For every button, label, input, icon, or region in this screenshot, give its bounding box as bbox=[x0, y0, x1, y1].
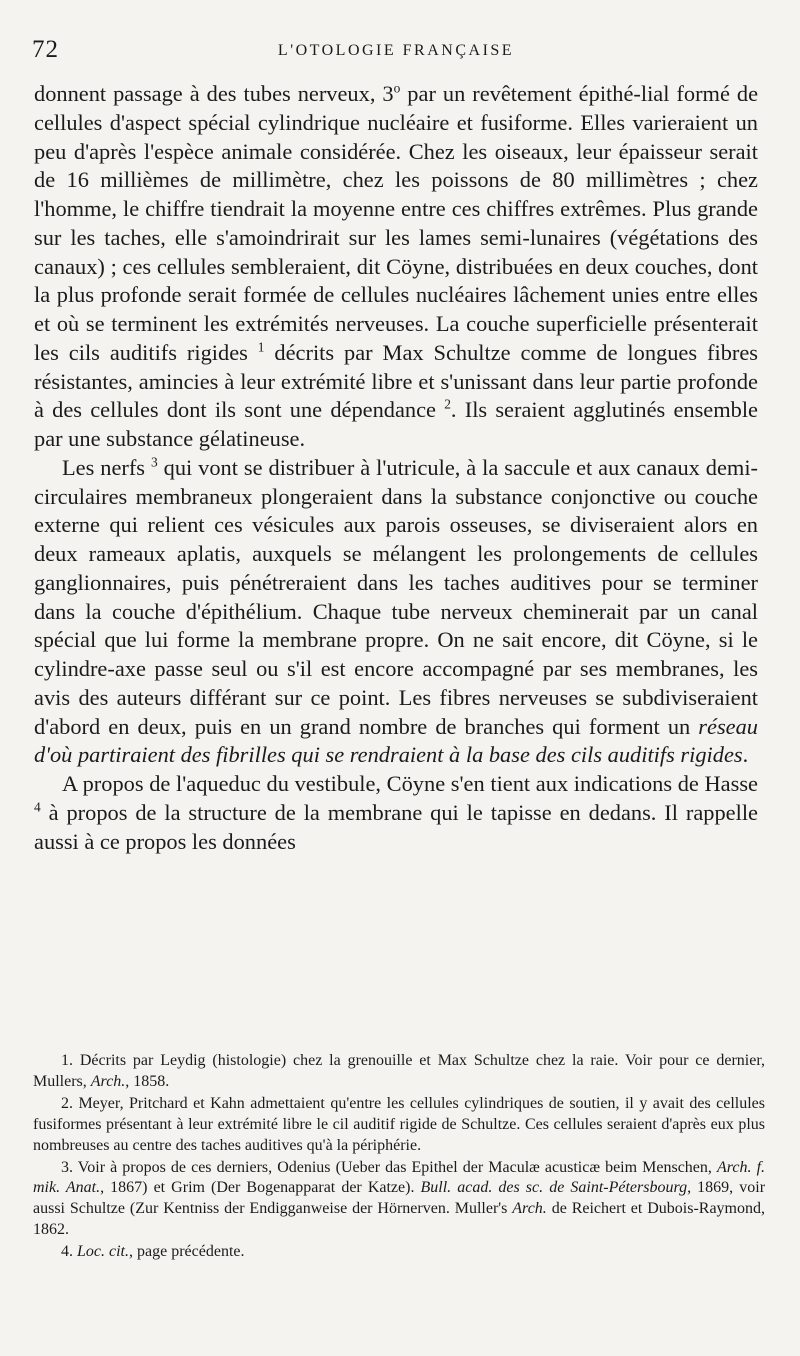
text-run: A propos de l'aqueduc du vestibule, Cöyne s'en tient aux indications de Hasse bbox=[62, 771, 758, 796]
footnote-2 bbox=[33, 1094, 765, 1157]
italic-phrase: Arch. bbox=[90, 1072, 126, 1090]
text-run: . Ils seraient agglutinés ensemble par une substance gélatineuse. bbox=[34, 397, 758, 451]
text-run: , 1858. bbox=[125, 1072, 170, 1090]
paragraph-2 bbox=[34, 454, 758, 770]
text-run: Meyer, Pritchard et Kahn admettaient qu'entre les cellules cylindriques de soutien, il y avait des cellules fusiformes présentant à leur extrémité libre le cil auditif rigide de Schultze. Ces cellules seraient d'après eux plus nombreuses au centre des taches auditives qu'à la périphérie. bbox=[33, 1094, 765, 1154]
footnote-ref-4: 4 bbox=[34, 799, 41, 815]
text-run: de Reichert et Dubois-Raymond, 1862. bbox=[33, 1200, 766, 1239]
text-run: Décrits par Leydig (histologie) chez la grenouille et Max Schultze chez la raie. Voir pour ce dernier, Mullers, bbox=[33, 1052, 765, 1090]
text-run: . bbox=[742, 742, 749, 768]
text-run: Les nerfs bbox=[62, 454, 151, 480]
page-number: 72 bbox=[32, 36, 59, 63]
footnote-1 bbox=[33, 1051, 765, 1093]
italic-phrase: Bull. acad. des sc. de Saint-Pétersbourg bbox=[420, 1179, 688, 1197]
footnote-number: 4. bbox=[61, 1243, 73, 1261]
main-text bbox=[34, 80, 758, 856]
italic-phrase: Arch. f. mik. Anat. bbox=[33, 1158, 766, 1197]
italic-phrase: Loc. cit. bbox=[77, 1243, 129, 1261]
footnote-ref-1: 1 bbox=[257, 339, 265, 355]
text-run: , 1869, voir aussi Schultze (Zur Kentniss der Endigganweise der Hörnerven. Muller's bbox=[33, 1179, 766, 1218]
paragraph-1 bbox=[34, 80, 758, 454]
footnotes bbox=[33, 1051, 765, 1264]
italic-phrase: Arch. bbox=[512, 1200, 547, 1218]
text-run: qui vont se distribuer à l'utricule, à la saccule et aux canaux demi-circulaires membraneux plongeraient dans la substance conjonctive ou couche externe qui relient ces vésicules aux parois osseuses, se diviseraient alors en deux rameaux aplatis, auxquels se mélangent les prolongements de cellules ganglionnaires, puis pénétreraient dans les taches auditives pour se terminer dans la couche d'épithélium. Chaque tube nerveux cheminerait par un canal spécial que lui forme la membrane propre. On ne sait encore, dit Cöyne, si le cylindre-axe passe seul ou s'il est encore accompagné par ses membranes, les avis des auteurs différant sur ce point. Les fibres nerveuses se subdiviseraient d'abord en deux, puis en un grand nombre de branches qui forment un bbox=[34, 454, 758, 739]
footnote-number: 2. bbox=[61, 1094, 73, 1112]
page-header bbox=[32, 30, 760, 63]
text-run: donnent passage à des tubes nerveux, 3 bbox=[34, 81, 394, 106]
text-run: , 1867) et Grim (Der Bogenapparat der Katze). bbox=[100, 1179, 421, 1197]
footnote-number: 1. bbox=[61, 1052, 73, 1069]
text-run: par un revêtement épithé-lial formé de cellules d'aspect spécial cylindrique nucléaire et fusiforme. Elles varieraient un peu d'après l'espèce animale considérée. Chez les oiseaux, leur épaisseur serait de 16 millièmes de millimètre, chez les poissons de 80 millimètres ; chez l'homme, le chiffre tiendrait la moyenne entre ces chiffres extrêmes. Plus grande sur les taches, elle s'amoindrirait sur les lames semi-lunaires (végétations des canaux) ; ces cellules sembleraient, dit Cöyne, distribuées en deux couches, dont la plus profonde serait formée de cellules nucléaires lâchement unies entre elles et où se terminent les extrémités nerveuses. La couche superficielle présenterait les cils auditifs rigides bbox=[34, 81, 759, 365]
footnote-number: 3. bbox=[61, 1158, 73, 1176]
footnote-ref-3: 3 bbox=[150, 454, 158, 470]
paragraph-3 bbox=[34, 770, 758, 856]
text-run: décrits par Max Schultze comme de longues fibres résistantes, amincies à leur extrémité libre et s'unissant dans leur partie profonde à des cellules dont ils sont une dépendance bbox=[34, 339, 758, 423]
italic-phrase: réseau d'où partiraient des fibrilles qui se rendraient à la base des cils auditifs rigides bbox=[34, 713, 758, 768]
running-head: L'OTOLOGIE FRANÇAISE bbox=[277, 42, 515, 59]
footnote-4 bbox=[33, 1242, 765, 1263]
degree-sign: o bbox=[393, 80, 401, 96]
text-run: Voir à propos de ces derniers, Odenius (Ueber das Epithel der Maculæ acusticæ beim Menschen, bbox=[73, 1158, 717, 1176]
text-run: , page précédente. bbox=[129, 1243, 245, 1261]
footnote-3 bbox=[33, 1158, 765, 1242]
text-run: à propos de la structure de la membrane qui le tapisse en dedans. Il rappelle aussi à ce propos les données bbox=[34, 799, 758, 854]
footnote-ref-2: 2 bbox=[444, 396, 451, 412]
